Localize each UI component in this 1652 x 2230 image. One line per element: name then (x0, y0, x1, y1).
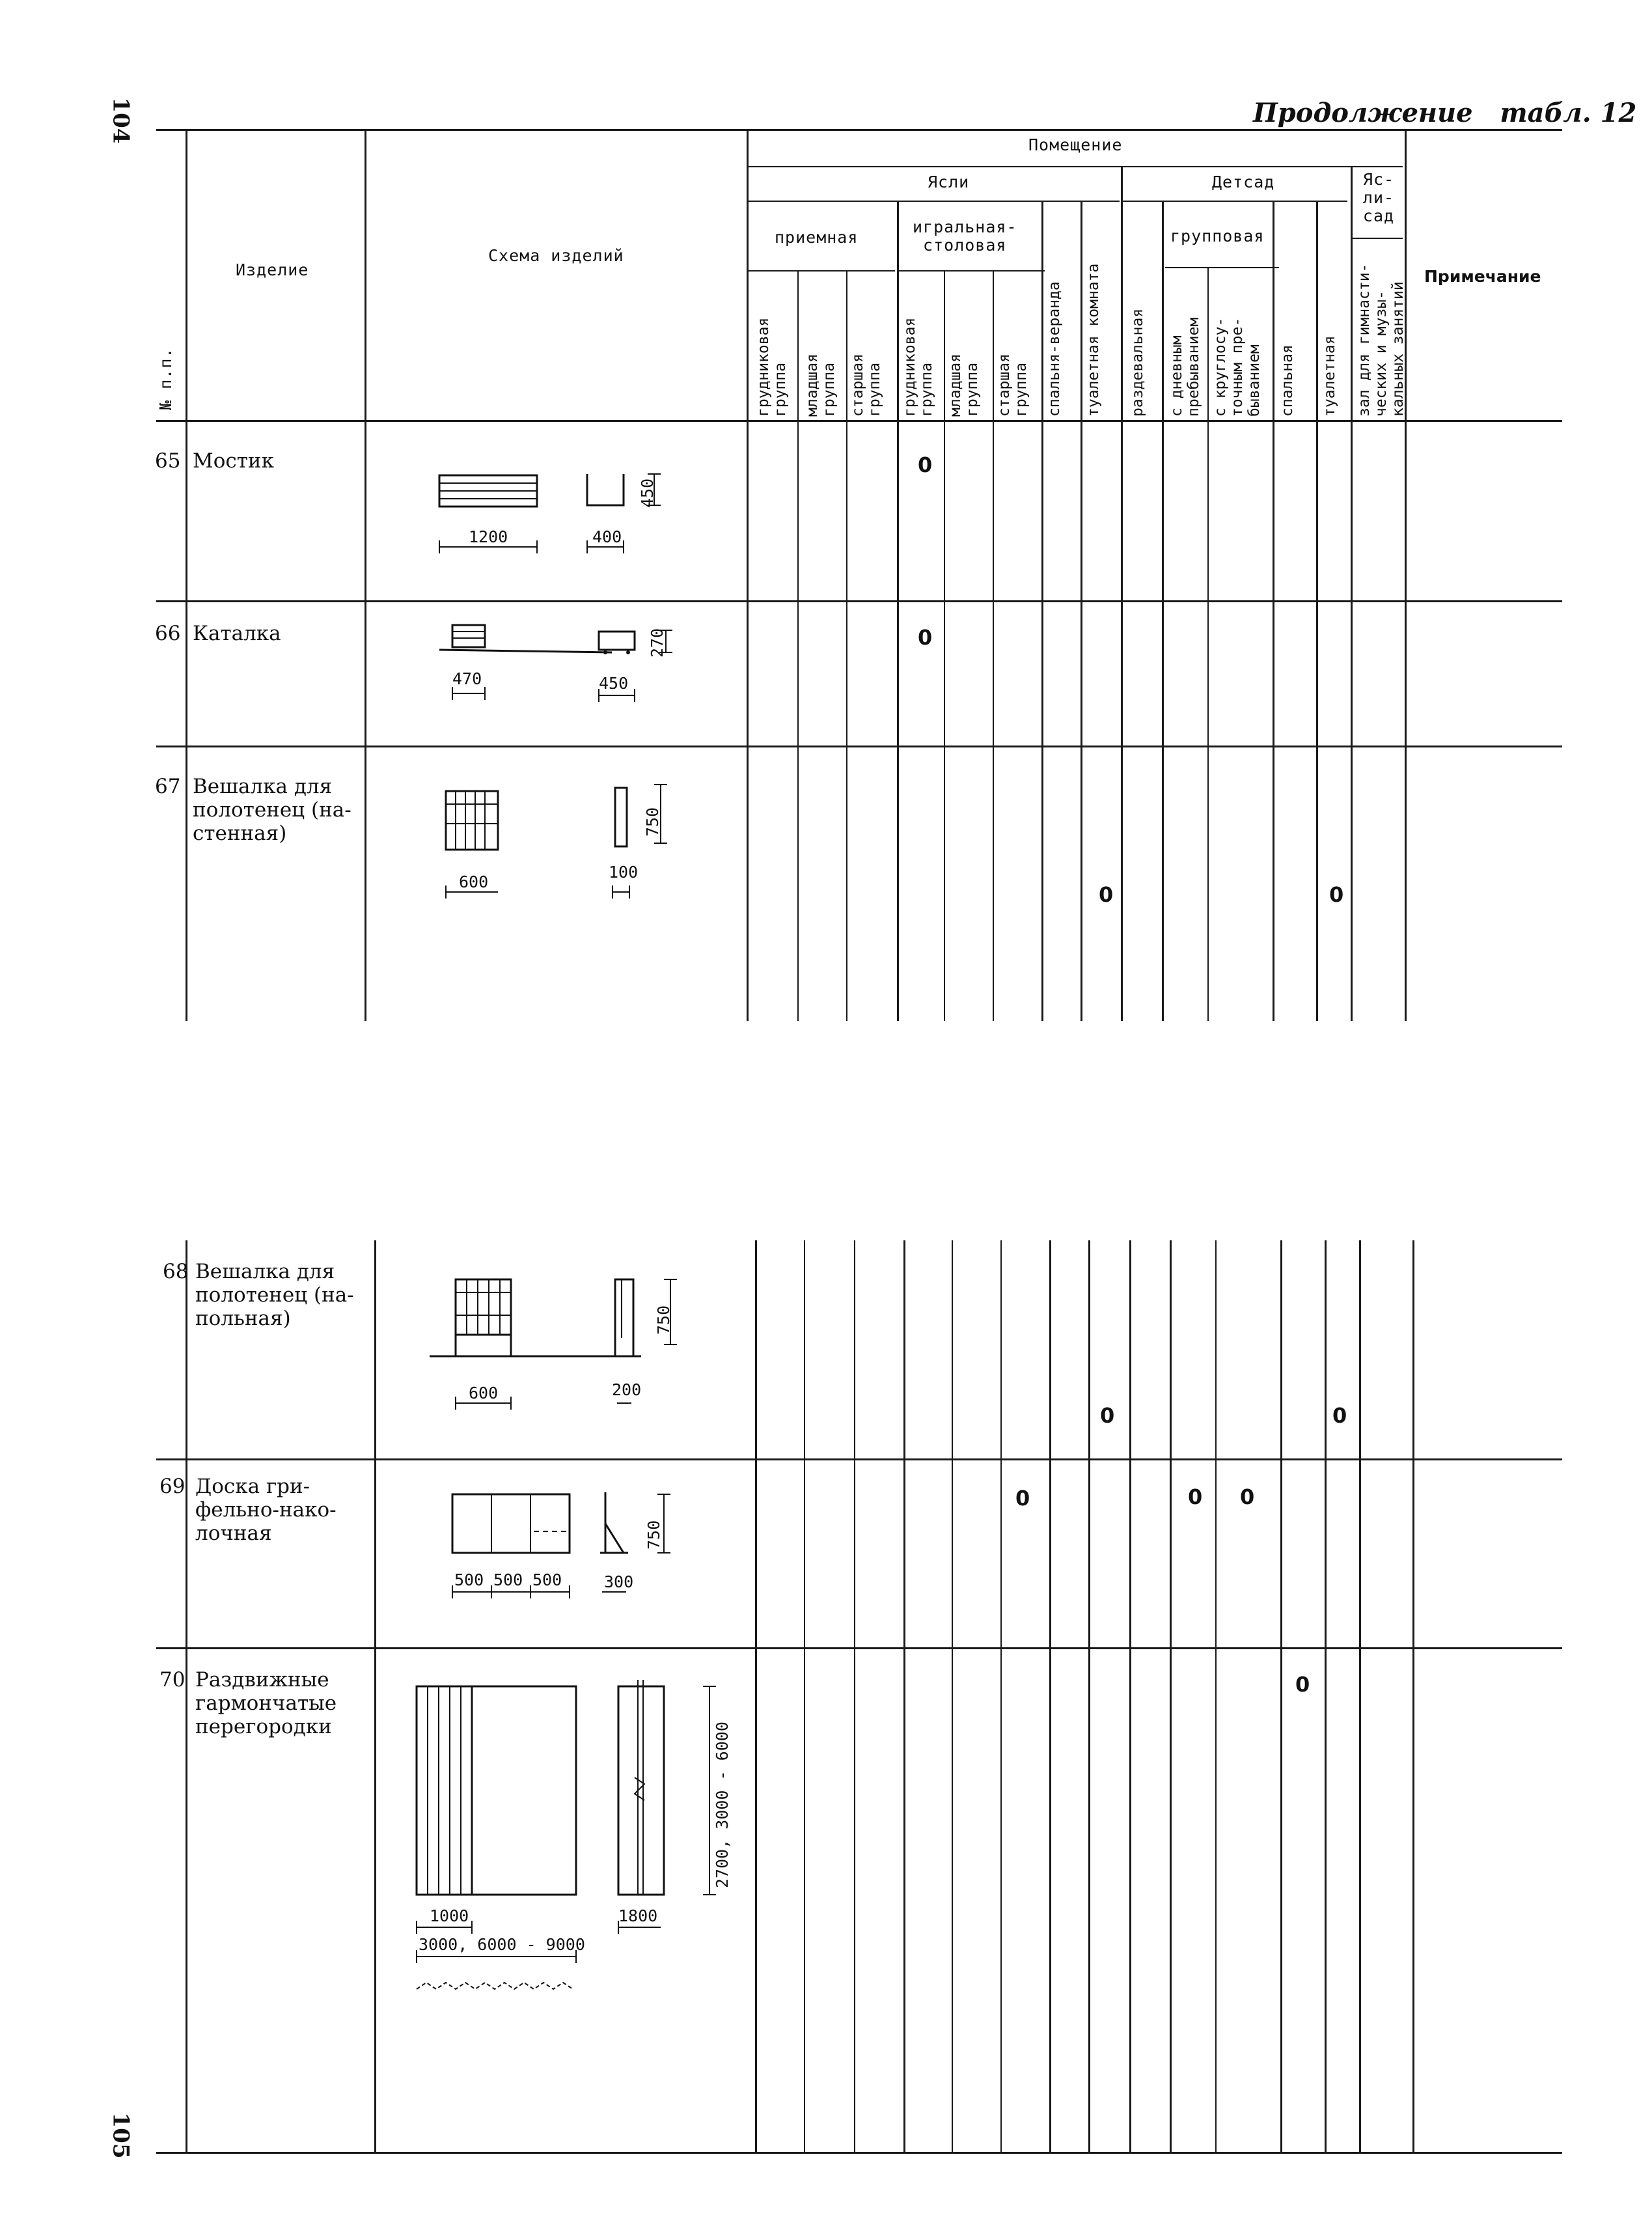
row-number-66: 66 (155, 622, 181, 645)
kindergarten-rule (1123, 201, 1347, 202)
item-name-70: Раздвижные гармончатые перегородки (195, 1668, 337, 1738)
page-number-right: 105 (107, 2112, 134, 2159)
col-reception-senior: старшая группа (849, 354, 883, 417)
dim-67-height: 750 (643, 807, 662, 837)
row-rule-69-70 (156, 1647, 1562, 1649)
row-number-69: 69 (159, 1475, 186, 1498)
item-name-69: Доска гри- фельно-нако- лочная (195, 1475, 337, 1545)
mark-69-group-round: 0 (1240, 1484, 1255, 1509)
nursery-rule (749, 201, 1120, 202)
row-rule-68-69 (156, 1458, 1562, 1460)
row-rule-65-66 (156, 600, 1562, 602)
header-reception: приемная (775, 228, 859, 247)
mark-69-group-day: 0 (1188, 1484, 1203, 1509)
mark-69-playroom-senior: 0 (1015, 1486, 1030, 1511)
mark-67-toilet: 0 (1329, 882, 1344, 907)
col-toilet: туалетная (1321, 335, 1338, 417)
premises-rule (749, 166, 1403, 167)
dim-70-width: 3000, 6000 - 9000 (419, 1935, 585, 1954)
row-number-70: 70 (159, 1668, 186, 1692)
header-playroom: игральная- столовая (913, 217, 1017, 255)
scheme-wall-towel-rack (417, 778, 690, 908)
dim-67-length: 600 (459, 872, 489, 891)
col-group-round: с круглосу- точным пре- быванием (1212, 317, 1263, 417)
header-product: Изделие (236, 260, 309, 279)
dim-70-panel: 1000 (430, 1906, 469, 1925)
dim-69-section-1: 500 (454, 1570, 484, 1589)
mark-70-bedroom: 0 (1295, 1672, 1310, 1697)
dim-69-depth: 300 (604, 1572, 634, 1591)
mark-66-playroom-infant: 0 (918, 625, 933, 650)
col-dressing-room: раздевальная (1129, 308, 1146, 417)
dim-67-width: 100 (609, 863, 639, 882)
page-number-left: 104 (107, 97, 134, 144)
header-num: № п.п. (156, 347, 175, 410)
dim-68-width: 200 (612, 1380, 642, 1399)
dim-69-section-2: 500 (493, 1570, 523, 1589)
header-kindergarten: Детсад (1212, 173, 1275, 191)
group-room-rule (1165, 267, 1279, 268)
dim-70-stack: 1800 (618, 1906, 658, 1925)
item-name-66: Каталка (193, 622, 281, 645)
col-gym-hall: зал для гимнасти- ческих и музы- кальных занятий (1356, 263, 1407, 417)
dim-65-height: 450 (638, 478, 657, 508)
row-number-68: 68 (163, 1260, 189, 1283)
dim-68-height: 750 (654, 1305, 673, 1335)
dim-65-width: 400 (592, 527, 622, 546)
dim-69-section-3: 500 (532, 1570, 562, 1589)
col-group-day: с дневным пребыванием (1168, 317, 1202, 417)
col-playroom-infant: грудниковая группа (902, 317, 935, 417)
row-number-65: 65 (155, 449, 181, 473)
header-nursery: Ясли (928, 173, 970, 191)
col-sleeping-veranda: спальня-веранда (1046, 281, 1063, 417)
col-reception-junior: младшая группа (804, 354, 838, 417)
playroom-rule (898, 270, 1045, 272)
header-note: Примечание (1424, 267, 1541, 286)
dim-66-length: 470 (452, 669, 482, 688)
table-bottom-rule (156, 2152, 1562, 2154)
item-name-68: Вешалка для полотенец (на- польная) (195, 1260, 354, 1330)
header-scheme: Схема изделий (488, 246, 624, 265)
header-premises: Помещение (1028, 135, 1123, 154)
dim-66-height: 270 (648, 628, 667, 658)
col-toilet-room: туалетная комната (1085, 263, 1102, 417)
mark-68-toilet: 0 (1332, 1403, 1347, 1428)
item-name-65: Мостик (193, 449, 274, 473)
col-playroom-junior: младшая группа (947, 354, 981, 417)
mark-68-toilet-room: 0 (1100, 1403, 1115, 1428)
item-name-67: Вешалка для полотенец (на- стенная) (193, 775, 351, 845)
header-top-rule (156, 129, 1562, 131)
reception-rule (749, 270, 895, 272)
col-bedroom: спальная (1279, 344, 1296, 417)
row-rule-66-67 (156, 746, 1562, 747)
dim-69-height: 750 (644, 1520, 663, 1550)
scheme-bridge (417, 456, 690, 573)
scheme-floor-towel-rack (417, 1273, 690, 1416)
table-caption: Продолжение табл. 12 (1253, 98, 1637, 128)
scheme-folding-partition (404, 1680, 742, 2005)
header-group-room: групповая (1170, 227, 1265, 245)
dim-68-length: 600 (469, 1384, 499, 1402)
col-reception-infant: грудниковая группа (755, 317, 789, 417)
header-combined: Яс- ли- сад (1362, 170, 1395, 225)
dim-66-width: 450 (599, 674, 629, 693)
mark-67-toilet-room: 0 (1099, 882, 1114, 907)
mark-65-playroom-infant: 0 (918, 453, 933, 477)
scheme-slate-board (417, 1484, 690, 1615)
dim-65-length: 1200 (469, 527, 508, 546)
dim-70-height: 2700, 3000 - 6000 (713, 1721, 732, 1888)
row-number-67: 67 (155, 775, 181, 798)
col-playroom-senior: старшая группа (996, 354, 1030, 417)
